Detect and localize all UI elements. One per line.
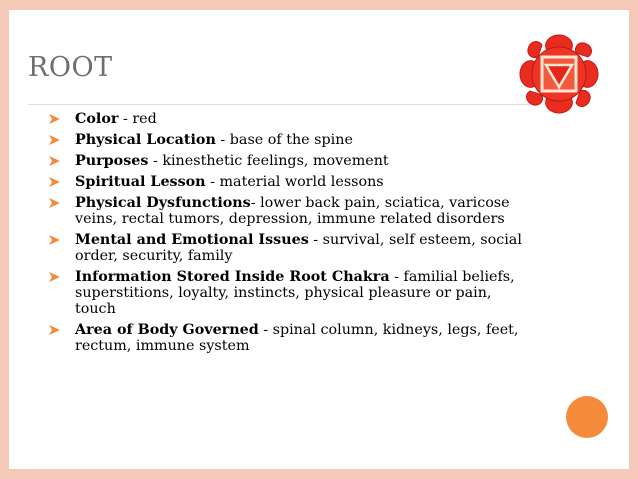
bullet-term: Spiritual Lesson bbox=[75, 174, 206, 190]
slide-title: ROOT bbox=[28, 52, 113, 83]
bullet-term: Color bbox=[75, 111, 119, 127]
bullet-item-spiritual-lesson bbox=[48, 174, 534, 190]
orange-arrow-bullet-icon bbox=[48, 113, 61, 125]
bullet-item-mental-emotional-issues bbox=[48, 232, 534, 264]
bullet-desc: - survival, self esteem, social order, security, family bbox=[75, 232, 522, 264]
orange-arrow-bullet-icon bbox=[48, 134, 61, 146]
bullet-desc: - familial beliefs, superstitions, loyalty, instincts, physical pleasure or pain, touch bbox=[75, 269, 515, 317]
orange-arrow-bullet-icon bbox=[48, 155, 61, 167]
bullet-desc: - red bbox=[118, 111, 157, 127]
orange-arrow-bullet-icon bbox=[48, 324, 61, 336]
decorative-orange-circle bbox=[566, 396, 608, 438]
bullet-item-physical-location bbox=[48, 132, 534, 148]
bullet-term: Mental and Emotional Issues bbox=[75, 232, 309, 248]
bullet-term: Area of Body Governed bbox=[75, 322, 259, 338]
bullet-item-information-stored bbox=[48, 269, 534, 317]
bullet-desc: - lower back pain, sciatica, varicose veins, rectal tumors, depression, immune related disorders bbox=[75, 195, 510, 227]
bullet-term: Information Stored Inside Root Chakra bbox=[75, 269, 390, 285]
root-chakra-lotus-icon bbox=[518, 33, 600, 115]
bullet-term: Physical Location bbox=[75, 132, 216, 148]
bullet-item-color bbox=[48, 111, 534, 127]
slide-border-left bbox=[0, 0, 9, 479]
bullet-term: Physical Dysfunctions bbox=[75, 195, 251, 211]
bullet-list bbox=[48, 111, 534, 359]
bullet-desc: - base of the spine bbox=[215, 132, 353, 148]
bullet-item-area-of-body bbox=[48, 322, 534, 354]
title-divider bbox=[28, 104, 538, 105]
orange-arrow-bullet-icon bbox=[48, 176, 61, 188]
slide-border-right bbox=[629, 0, 638, 479]
orange-arrow-bullet-icon bbox=[48, 197, 61, 209]
bullet-desc: - kinesthetic feelings, movement bbox=[148, 153, 389, 169]
bullet-desc: - material world lessons bbox=[205, 174, 384, 190]
orange-arrow-bullet-icon bbox=[48, 271, 61, 283]
bullet-item-purposes bbox=[48, 153, 534, 169]
orange-arrow-bullet-icon bbox=[48, 234, 61, 246]
slide-border-top bbox=[0, 0, 638, 10]
bullet-desc: - spinal column, kidneys, legs, feet, rectum, immune system bbox=[75, 322, 519, 354]
bullet-item-physical-dysfunctions bbox=[48, 195, 534, 227]
slide-border-bottom bbox=[0, 469, 638, 479]
bullet-term: Purposes bbox=[75, 153, 149, 169]
